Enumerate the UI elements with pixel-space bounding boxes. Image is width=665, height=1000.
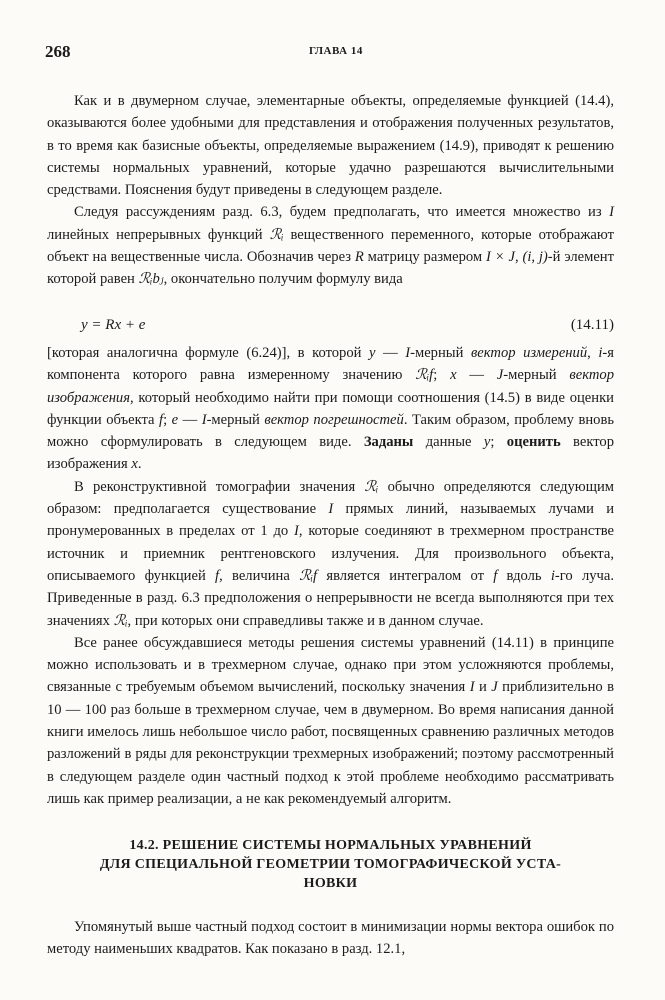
paragraph-2: Следуя рассуждениям разд. 6.3, будем предполагать, что имеется множество из I линейных непрерывных функций ℛᵢ вещественного переменного, которые отображают объект на вещественные числа. Обозначив через R матрицу размером I × J, (i, j)-й элемент которой равен ℛᵢbⱼ, окончательно получим формулу вида (47, 204, 614, 288)
equation-number: (14.11) (570, 317, 614, 333)
text-block-1 (47, 90, 614, 291)
running-header: ГЛАВА 14 (309, 45, 363, 57)
page-number: 268 (45, 42, 71, 61)
equation-formula: y = Rx + e (81, 317, 146, 333)
section-heading (47, 836, 614, 893)
text-block-2 (47, 342, 614, 810)
paragraph-6: Упомянутый выше частный подход состоит в минимизации нормы вектора ошибок по методу наименьших квадратов. Как показано в разд. 12.1, (47, 919, 614, 958)
paragraph-5: Все ранее обсуждавшиеся методы решения системы уравнений (14.11) в принципе можно использовать и в трехмерном случае, однако при этом усложняются проблемы, связанные с требуемым объемом вычислений, поскольку значения I и J приблизительно в 10 — 100 раз больше в трехмерном случае, чем в двумерном. Во время написания данной книги имелось лишь небольшое число работ, посвященных сравнению различных методов разложений в ряды для реконструкции трехмерных изображений; поэтому рассмотренный в следующем разделе один частный подход к этой проблеме необходимо рассматривать лишь как пример реализации, а не как рекомендуемый алгоритм. (47, 634, 615, 807)
section-heading-line-1: 14.2. РЕШЕНИЕ СИСТЕМЫ НОРМАЛЬНЫХ УРАВНЕНИЙ (129, 838, 532, 853)
paragraph-3: [которая аналогична формуле (6.24)], в которой y — I-мерный вектор измерений, i-я компонента которого равна измеренному значению ℛᵢf; x — J-мерный вектор изображения, который необходимо найти при помощи соотношения (14.5) в виде оценки функции объекта f; e — I-мерный вектор погрешностей. Таким образом, проблему вновь можно сформулировать в следующем виде. Заданы данные y; оценить вектор изображения x. (47, 345, 614, 473)
paragraph-1: Как и в двумерном случае, элементарные объекты, определяемые функцией (14.4), оказываются более удобными для представления и отображения полученных результатов, в то время как базисные объекты, определяемые выражением (14.9), приводят к решению системы нормальных уравнений, которые удачно разрешаются вычислительными средствами. Пояснения будут приведены в следующем разделе. (47, 93, 614, 199)
paragraph-4: В реконструктивной томографии значения ℛᵢ обычно определяются следующим образом: предполагается существование I прямых линий, называемых лучами и пронумерованных в пределах от 1 до I, которые соединяют в трехмерном пространстве источник и приемник рентгеновского излучения. Для произвольного объекта, описываемого функцией f, величина ℛᵢf является интегралом от f вдоль i-го луча. Приведенные в разд. 6.3 предположения о непрерывности не всегда выполняются при тех значениях ℛᵢ, при которых они справедливы также и в данном случае. (47, 478, 615, 629)
section-heading-line-3: НОВКИ (303, 876, 358, 891)
text-block-3 (47, 916, 614, 961)
section-heading-line-2: ДЛЯ СПЕЦИАЛЬНОЙ ГЕОМЕТРИИ ТОМОГРАФИЧЕСКОЙ УСТА- (99, 857, 562, 872)
